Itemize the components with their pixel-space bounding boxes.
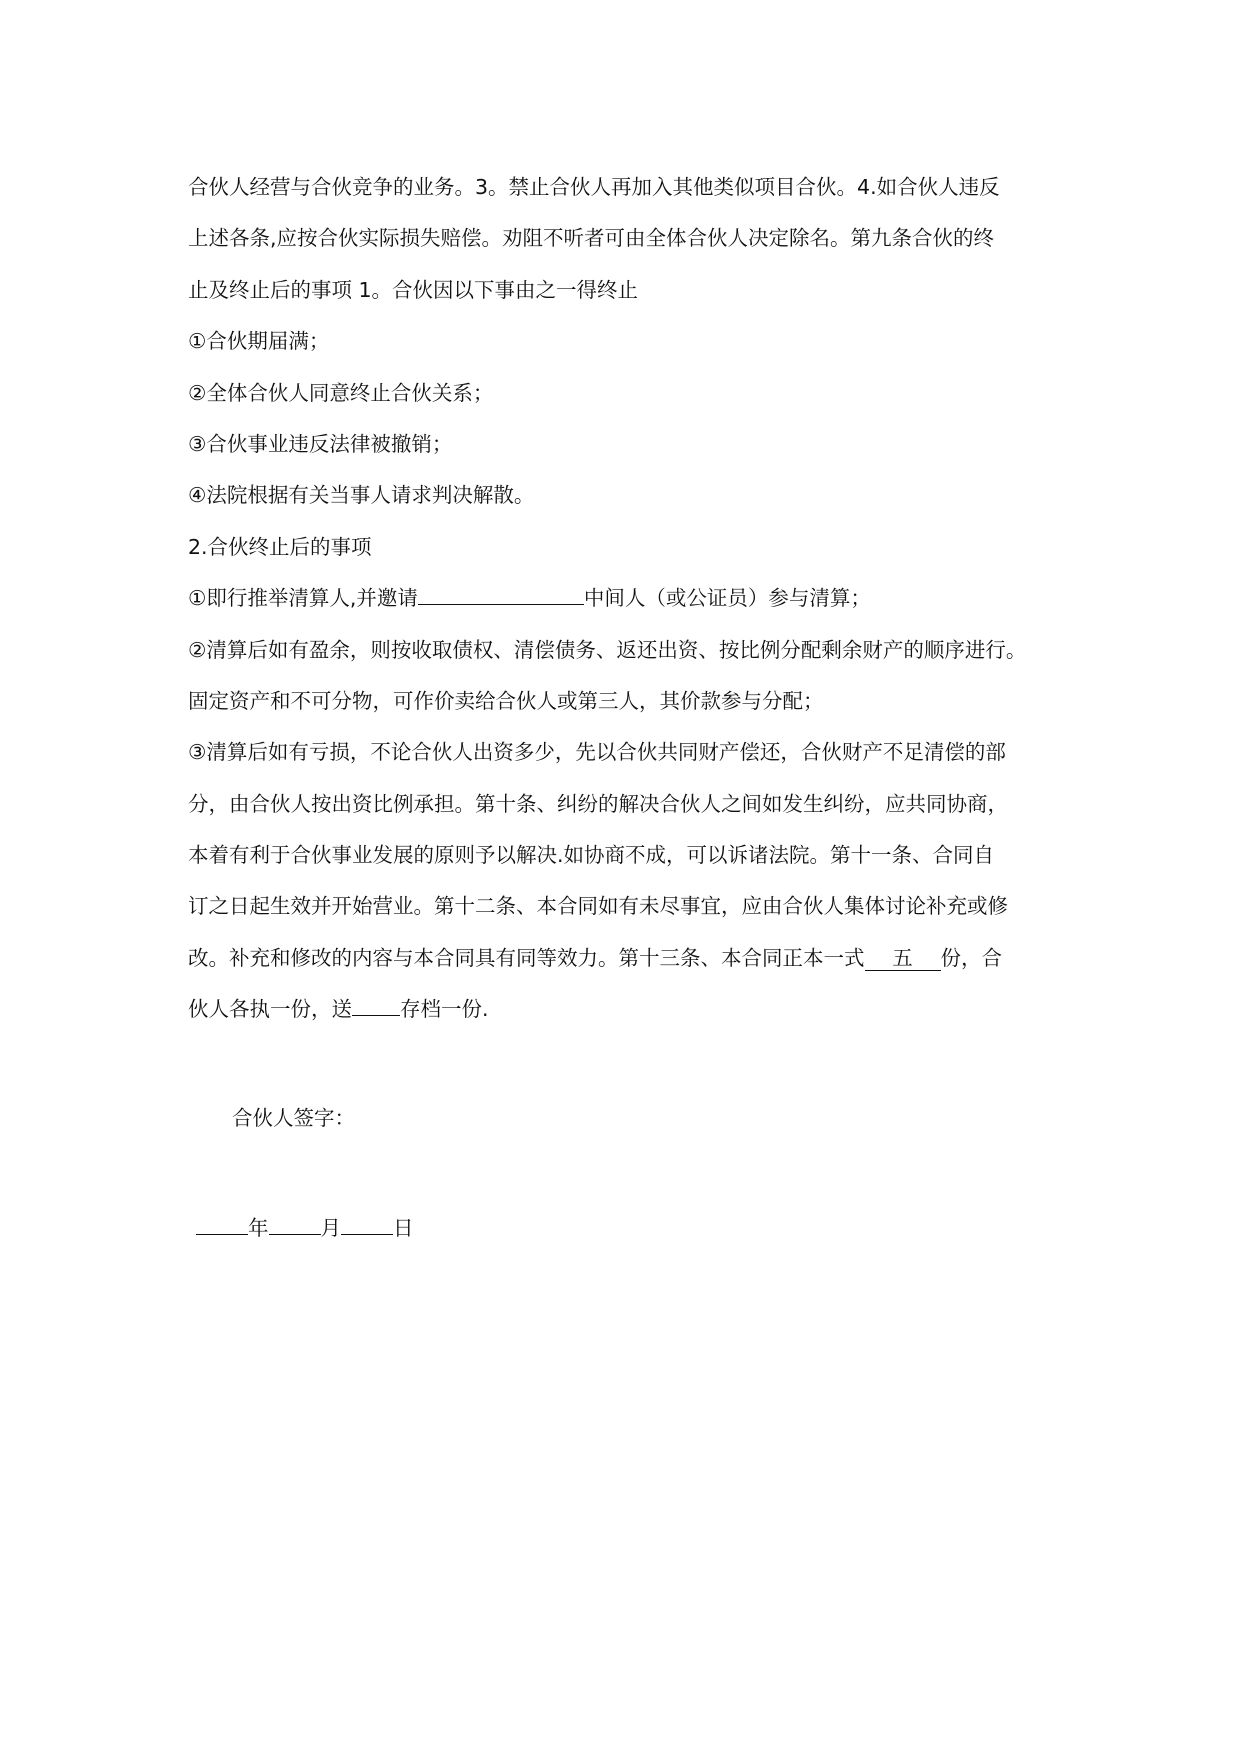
text-line: 固定资产和不可分物，可作价卖给合伙人或第三人，其价款参与分配； — [188, 688, 824, 713]
copies-count: 五 — [865, 946, 941, 971]
copies-line — [188, 933, 1060, 984]
archive-line — [188, 984, 1060, 1035]
archive-line-after: 存档一份. — [400, 997, 489, 1022]
text-line: 止及终止后的事项 1。合伙因以下事由之一得终止 — [188, 277, 639, 302]
text-line: 2.合伙终止后的事项 — [188, 534, 372, 559]
clearing-line-before: ①即行推举清算人,并邀请 — [188, 586, 418, 611]
signature-label: 合伙人签字： — [232, 1106, 355, 1130]
text-line: ③合伙事业违反法律被撤销； — [188, 431, 453, 456]
text-line: 分，由合伙人按出资比例承担。第十条、纠纷的解决合伙人之间如发生纠纷，应共同协商， — [188, 791, 1008, 816]
text-line: ③清算后如有亏损，不论合伙人出资多少，先以合伙共同财产偿还，合伙财产不足清偿的部 — [188, 740, 1006, 765]
month-blank — [269, 1210, 321, 1235]
archive-line-before: 伙人各执一份，送 — [188, 997, 352, 1022]
day-label: 日 — [393, 1216, 414, 1240]
year-blank — [196, 1210, 248, 1235]
text-line: 本着有利于合伙事业发展的原则予以解决.如协商不成，可以诉诸法院。第十一条、合同自 — [188, 843, 995, 868]
archive-blank — [352, 991, 400, 1016]
text-line: ②清算后如有盈余，则按收取债权、清偿债务、返还出资、按比例分配剩余财产的顺序进行。 — [188, 637, 1027, 662]
month-label: 月 — [320, 1216, 341, 1240]
clearing-line — [188, 573, 1060, 624]
date-line — [196, 1208, 414, 1248]
text-line: ①合伙期届满； — [188, 329, 330, 354]
text-line: ②全体合伙人同意终止合伙关系； — [188, 380, 494, 405]
clearing-line-after: 中间人（或公证员）参与清算； — [583, 586, 871, 611]
text-line: ④法院根据有关当事人请求判决解散。 — [188, 483, 535, 508]
text-line: 订之日起生效并开始营业。第十二条、本合同如有未尽事宜，应由合伙人集体讨论补充或修 — [188, 894, 1008, 919]
copies-line-after: 份，合 — [940, 945, 1002, 970]
text-line: 上述各条,应按合伙实际损失赔偿。劝阻不听者可由全体合伙人决定除名。第九条合伙的终 — [188, 226, 995, 251]
copies-line-before: 改。补充和修改的内容与本合同具有同等效力。第十三条、本合同正本一式 — [188, 945, 865, 970]
intermediary-blank — [418, 580, 584, 605]
text-line: 合伙人经营与合伙竞争的业务。3。禁止合伙人再加入其他类似项目合伙。4.如合伙人违反 — [188, 175, 1000, 199]
year-label: 年 — [248, 1216, 269, 1240]
contract-text — [188, 162, 1060, 1036]
day-blank — [341, 1210, 393, 1235]
